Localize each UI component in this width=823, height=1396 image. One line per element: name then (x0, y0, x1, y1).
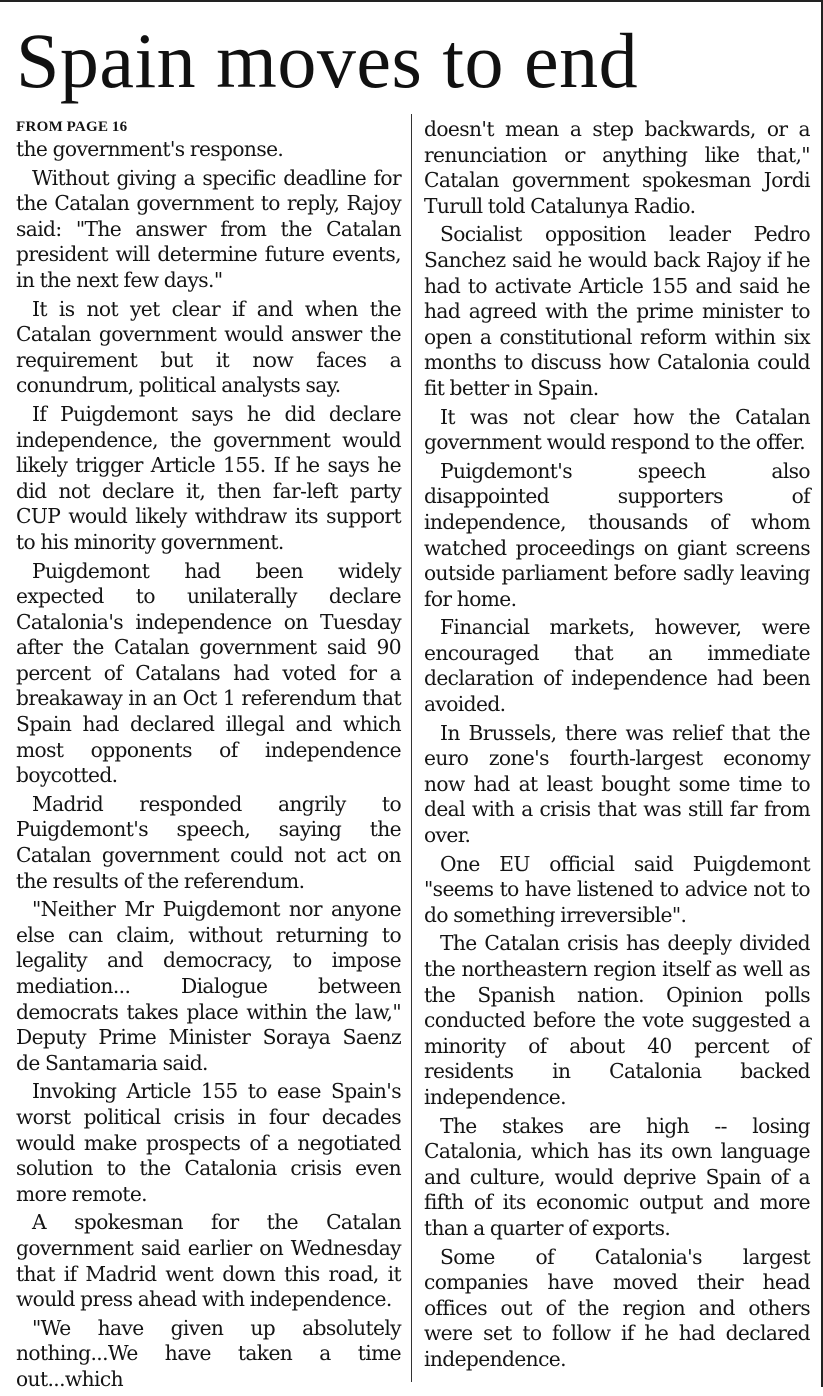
paragraph: Puigdemont had been widely expected to unilaterally declare Catalonia's independence on Tuesday after the Catalan government said 90 percent of Catalans had voted for a breakaway in an Oct 1 referendum that Spain had declared illegal and which most opponents of independence boycotted. (16, 558, 401, 788)
paragraph: Socialist opposition leader Pedro Sanchez said he would back Rajoy if he had to activate Article 155 and said he had agreed with the prime minister to open a constitutional reform within six months to discuss how Catalonia could fit better in Spain. (424, 222, 810, 400)
paragraph: The stakes are high -- losing Catalonia, which has its own language and culture, would deprive Spain of a fifth of its economic output and more than a quarter of exports. (424, 1113, 810, 1240)
paragraph: Invoking Article 155 to ease Spain's worst political crisis in four decades would make prospects of a negotiated solution to the Catalonia crisis even more remote. (16, 1079, 401, 1206)
headline: Spain moves to end (16, 17, 639, 104)
paragraph: Financial markets, however, were encouraged that an immediate declaration of independence had been avoided. (424, 615, 810, 717)
paragraph: It was not clear how the Catalan government would respond to the offer. (424, 404, 810, 455)
paragraph: the government's response. (16, 137, 284, 161)
paragraph: It is not yet clear if and when the Catalan government would answer the requirement but it now faces a conundrum, political analysts say. (16, 296, 401, 398)
paragraph: "Neither Mr Puigdemont nor anyone else can claim, without returning to legality and democracy, to impose mediation... Dialogue between democrats takes place within the law," Deputy Prime Minister Soraya Saenz de Santamaria said. (16, 897, 401, 1075)
paragraph: If Puigdemont says he did declare independence, the government would likely trigger Article 155. If he says he did not declare it, then far-left party CUP would likely withdraw its support to his minority government. (16, 401, 401, 554)
paragraph: One EU official said Puigdemont "seems to have listened to advice not to do something irreversible". (424, 851, 810, 927)
paragraph: The Catalan crisis has deeply divided the northeastern region itself as well as the Spanish nation. Opinion polls conducted before the vote suggested a minority of about 40 percent of residents in Catalonia backed independence. (424, 931, 810, 1109)
column-divider (411, 114, 412, 1382)
paragraph: doesn't mean a step backwards, or a renunciation or anything like that," Catalan government spokesman Jordi Turull told Catalunya Radio. (424, 117, 810, 218)
paragraph: A spokesman for the Catalan government said earlier on Wednesday that if Madrid went down this road, it would press ahead with independence. (16, 1210, 401, 1312)
paragraph: "We have given up absolutely nothing...We have taken a time out...which (16, 1315, 401, 1391)
left-column (16, 117, 401, 1396)
paragraph: Without giving a specific deadline for the Catalan government to reply, Rajoy said: "The answer from the Catalan president will determine future events, in the next few days." (16, 165, 401, 292)
paragraph: Madrid responded angrily to Puigdemont's speech, saying the Catalan government could not act on the results of the referendum. (16, 791, 401, 893)
paragraph: In Brussels, there was relief that the euro zone's fourth-largest economy now had at least bought some time to deal with a crisis that was still far from over. (424, 720, 810, 848)
paragraph: Some of Catalonia's largest companies have moved their head offices out of the region and others were set to follow if he had declared independence. (424, 1244, 810, 1371)
paragraph: Puigdemont's speech also disappointed supporters of independence, thousands of whom watched proceedings on giant screens outside parliament before sadly leaving for home. (424, 458, 810, 611)
dateline: FROM PAGE 16 (16, 119, 128, 135)
right-column (424, 117, 810, 1376)
